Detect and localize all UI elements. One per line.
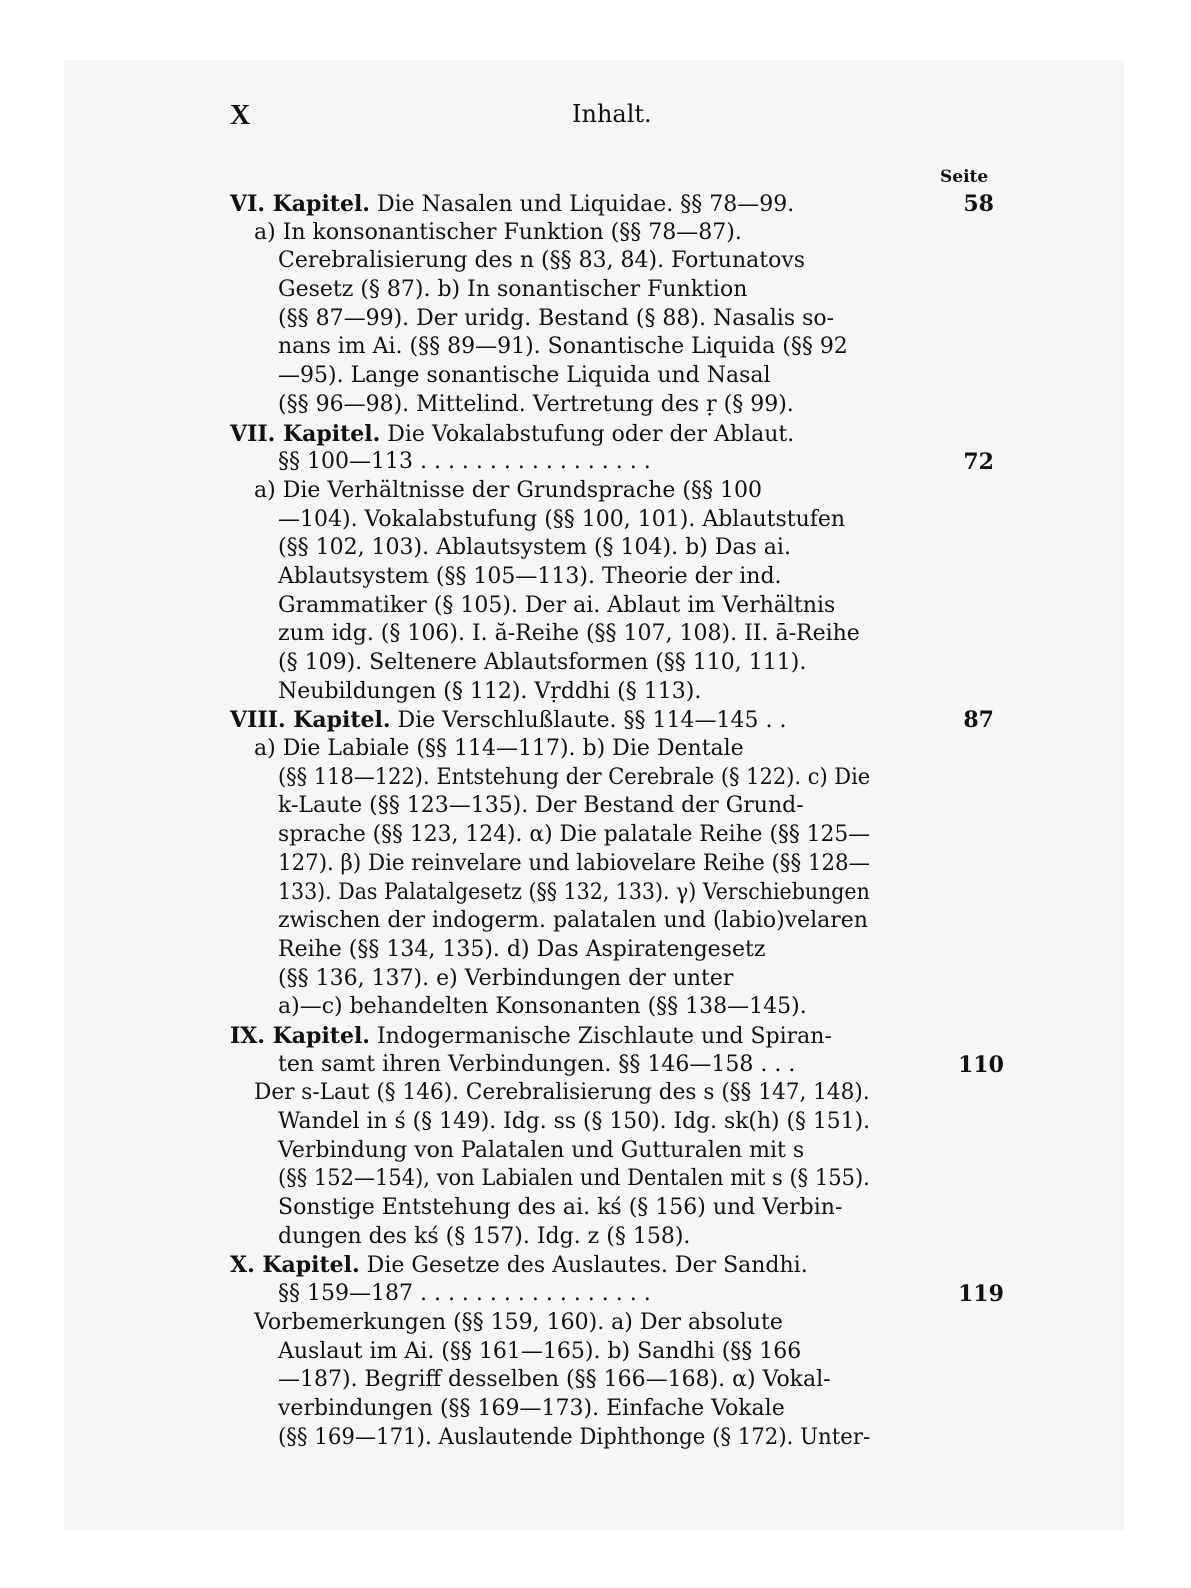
toc-line: [230, 506, 870, 535]
toc-line: [230, 219, 870, 248]
toc-line: [230, 1309, 870, 1338]
toc-line-text: —95). Lange sonantische Liquida und Nasal: [278, 363, 771, 389]
toc-line: [230, 792, 870, 821]
toc-line-text: verbindungen (§§ 169—173). Einfache Vokale: [278, 1395, 785, 1421]
toc-line-text: (§§ 152—154), von Labialen und Dentalen mit s (§ 155).: [278, 1166, 870, 1192]
toc-line: [230, 1424, 870, 1453]
toc-line-text: 133). Das Palatalgesetz (§§ 132, 133). γ) Verschiebungen: [278, 879, 870, 905]
toc-line-text: a) Die Verhältnisse der Grundsprache (§§ 100: [254, 477, 762, 503]
toc-line-text: k-Laute (§§ 123—135). Der Bestand der Grund-: [278, 793, 804, 819]
toc-line-text: 127). β) Die reinvelare und labiovelare Reihe (§§ 128—: [278, 850, 870, 876]
toc-line-text: (§§ 96—98). Mittelind. Vertretung des ṛ (§ 99).: [278, 391, 794, 417]
toc-line-text: Gesetz (§ 87). b) In sonantischer Funktion: [278, 277, 748, 303]
toc-line: [230, 907, 870, 936]
toc-line: [230, 1051, 1004, 1080]
toc-line-text: zwischen der indogerm. palatalen und (labio)velaren: [278, 908, 868, 934]
toc-line-text: —104). Vokalabstufung (§§ 100, 101). Ablautstufen: [278, 506, 846, 532]
toc-line: [230, 391, 870, 420]
toc-line: [230, 1395, 870, 1424]
toc-line: [230, 678, 870, 707]
toc-line: [230, 821, 870, 850]
toc-chapter: [230, 420, 994, 707]
toc-line: [230, 276, 870, 305]
toc-line-text: —187). Begriff desselben (§§ 166—168). α) Vokal-: [278, 1367, 831, 1393]
toc-line: [230, 1280, 1004, 1309]
toc-line: [230, 563, 870, 592]
page-column-label: Seite: [940, 167, 989, 187]
table-of-contents: [230, 190, 1004, 1452]
toc-line-text: VIII. Kapitel. Die Verschlußlaute. §§ 114—145 . .: [230, 707, 787, 734]
toc-page-number: 72: [963, 449, 994, 476]
toc-line: [230, 1108, 870, 1137]
toc-line-text: (§§ 136, 137). e) Verbindungen der unter: [278, 965, 734, 991]
toc-line-text: Verbindung von Palatalen und Gutturalen mit s: [278, 1137, 805, 1163]
toc-line-text: Reihe (§§ 134, 135). d) Das Aspiratengesetz: [278, 936, 766, 962]
toc-line-text: nans im Ai. (§§ 89—91). Sonantische Liquida (§§ 92: [278, 334, 848, 360]
toc-line: [230, 764, 870, 793]
toc-line: [230, 620, 870, 649]
toc-line-text: Neubildungen (§ 112). Vṛddhi (§ 113).: [278, 678, 702, 704]
toc-line-text: (§ 109). Seltenere Ablautsformen (§§ 110, 111).: [278, 650, 807, 675]
toc-line-text: X. Kapitel. Die Gesetze des Auslautes. Der Sandhi.: [230, 1252, 808, 1279]
toc-line-text: Ablautsystem (§§ 105—113). Theorie der ind.: [278, 563, 782, 589]
toc-line: [230, 936, 870, 965]
toc-page-number: 58: [963, 191, 994, 217]
toc-chapter: [230, 1022, 1004, 1252]
toc-line: [230, 1079, 870, 1108]
toc-line-text: VI. Kapitel. Die Nasalen und Liquidae. §§ 78—99.: [230, 191, 795, 217]
toc-line: [230, 362, 870, 391]
toc-line-text: dungen des kś (§ 157). Idg. z (§ 158).: [278, 1223, 691, 1249]
toc-line: [230, 1338, 870, 1367]
toc-line-text: Der s-Laut (§ 146). Cerebralisierung des s (§§ 147, 148).: [254, 1080, 870, 1106]
page-number: X: [230, 100, 251, 131]
toc-line: [230, 420, 870, 449]
toc-line-text: Wandel in ś (§ 149). Idg. ss (§ 150). Idg. sk(h) (§ 151).: [278, 1109, 871, 1134]
toc-line-text: (§§ 118—122). Entstehung der Cerebrale (§ 122). c) Die: [278, 764, 871, 790]
toc-line-text: (§§ 102, 103). Ablautsystem (§ 104). b) Das ai.: [278, 535, 791, 561]
toc-line-text: a) Die Labiale (§§ 114—117). b) Die Dentale: [254, 736, 744, 762]
toc-line: [230, 993, 870, 1022]
toc-line: [230, 735, 870, 764]
toc-chapter: [230, 190, 994, 420]
toc-page-number: 110: [958, 1051, 1004, 1078]
toc-line-text: Sonstige Entstehung des ai. kś (§ 156) und Verbin-: [278, 1195, 843, 1221]
toc-line-text: §§ 159—187 . . . . . . . . . . . . . . . . .: [278, 1281, 651, 1307]
toc-line: [230, 592, 870, 621]
toc-line-text: VII. Kapitel. Die Vokalabstufung oder der Ablaut.: [230, 420, 795, 447]
toc-line: [230, 1194, 870, 1223]
toc-line-text: zum idg. (§ 106). I. ă-Reihe (§§ 107, 108). II. ā-Reihe: [278, 621, 860, 647]
toc-chapter: [230, 1251, 1004, 1452]
toc-line-text: Vorbemerkungen (§§ 159, 160). a) Der absolute: [254, 1309, 783, 1335]
toc-line: [230, 1251, 870, 1280]
toc-line-text: Cerebralisierung des n (§§ 83, 84). Fortunatovs: [278, 248, 806, 274]
toc-page-number: 119: [958, 1281, 1004, 1308]
toc-line: [230, 333, 870, 362]
toc-line-text: ten samt ihren Verbindungen. §§ 146—158 . . .: [278, 1051, 796, 1077]
toc-line: [230, 706, 994, 735]
toc-line: [230, 1366, 870, 1395]
toc-line: [230, 534, 870, 563]
toc-line-text: a) In konsonantischer Funktion (§§ 78—87).: [254, 219, 742, 245]
toc-line-text: IX. Kapitel. Indogermanische Zischlaute und Spiran-: [230, 1022, 832, 1049]
toc-line-text: (§§ 169—171). Auslautende Diphthonge (§ 172). Unter-: [278, 1424, 871, 1450]
toc-line: [230, 649, 870, 678]
toc-line-text: (§§ 87—99). Der uridg. Bestand (§ 88). Nasalis so-: [278, 305, 835, 331]
toc-line: [230, 879, 870, 908]
toc-line-text: sprache (§§ 123, 124). α) Die palatale Reihe (§§ 125—: [278, 822, 871, 848]
toc-line: [230, 965, 870, 994]
toc-line: [230, 1022, 870, 1051]
page-header: [0, 100, 1191, 140]
toc-line: [230, 448, 994, 477]
toc-line: [230, 850, 870, 879]
toc-line-text: Auslaut im Ai. (§§ 161—165). b) Sandhi (§§ 166: [278, 1338, 802, 1364]
toc-line: [230, 477, 870, 506]
toc-line: [230, 190, 994, 219]
toc-line: [230, 1223, 870, 1252]
toc-line: [230, 247, 870, 276]
running-title: Inhalt.: [572, 100, 652, 128]
toc-line-text: a)—c) behandelten Konsonanten (§§ 138—145).: [278, 994, 807, 1020]
toc-line: [230, 305, 870, 334]
toc-line-text: §§ 100—113 . . . . . . . . . . . . . . . . .: [278, 449, 651, 475]
toc-page-number: 87: [963, 707, 994, 734]
toc-line-text: Grammatiker (§ 105). Der ai. Ablaut im Verhältnis: [278, 592, 836, 618]
toc-line: [230, 1165, 870, 1194]
toc-chapter: [230, 706, 994, 1022]
toc-line: [230, 1137, 870, 1166]
